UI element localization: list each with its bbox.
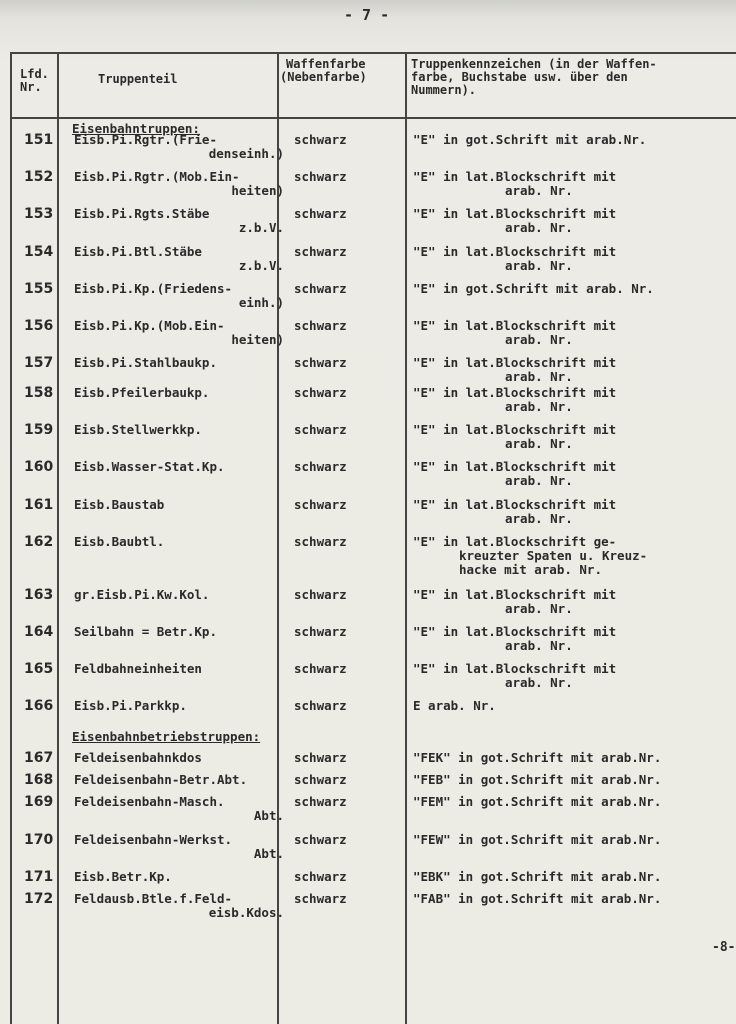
unit-name: Eisb.Pi.Kp.(Friedens- einh.) bbox=[74, 281, 284, 310]
unit-marking: "FEB" in got.Schrift mit arab.Nr. bbox=[413, 772, 662, 787]
row-number: 156 bbox=[24, 318, 54, 334]
branch-color: schwarz bbox=[294, 318, 347, 333]
branch-color: schwarz bbox=[294, 132, 347, 147]
row-number: 158 bbox=[24, 385, 54, 401]
branch-color: schwarz bbox=[294, 385, 347, 400]
row-number: 170 bbox=[24, 832, 54, 848]
row-number: 163 bbox=[24, 587, 54, 603]
unit-marking: "E" in got.Schrift mit arab. Nr. bbox=[413, 281, 654, 296]
row-number: 159 bbox=[24, 422, 54, 438]
row-number: 151 bbox=[24, 132, 54, 148]
header-truppenkennzeichen: Truppenkennzeichen (in der Waffen- farbe, Buchstabe usw. über den Nummern). bbox=[411, 57, 657, 97]
unit-marking: "E" in lat.Blockschrift mit arab. Nr. bbox=[413, 169, 617, 198]
unit-name: Eisb.Baustab bbox=[74, 497, 165, 512]
unit-name: gr.Eisb.Pi.Kw.Kol. bbox=[74, 587, 210, 602]
branch-color: schwarz bbox=[294, 281, 347, 296]
row-number: 154 bbox=[24, 244, 54, 260]
branch-color: schwarz bbox=[294, 750, 347, 765]
unit-marking: "FAB" in got.Schrift mit arab.Nr. bbox=[413, 891, 662, 906]
col-divider-4 bbox=[405, 52, 407, 1024]
unit-name: Eisb.Pi.Parkkp. bbox=[74, 698, 187, 713]
row-number: 153 bbox=[24, 206, 54, 222]
section-eisenbahnbetriebstruppen: Eisenbahnbetriebstruppen: bbox=[72, 729, 261, 744]
row-number: 162 bbox=[24, 534, 54, 550]
row-number: 166 bbox=[24, 698, 54, 714]
unit-name: Eisb.Pi.Rgtr.(Mob.Ein- heiten) bbox=[74, 169, 284, 198]
header-lfd-nr: Lfd. Nr. bbox=[20, 67, 49, 94]
branch-color: schwarz bbox=[294, 497, 347, 512]
branch-color: schwarz bbox=[294, 206, 347, 221]
row-number: 155 bbox=[24, 281, 54, 297]
unit-marking: "E" in lat.Blockschrift mit arab. Nr. bbox=[413, 497, 617, 526]
unit-marking: "EBK" in got.Schrift mit arab.Nr. bbox=[413, 869, 662, 884]
branch-color: schwarz bbox=[294, 422, 347, 437]
row-number: 171 bbox=[24, 869, 54, 885]
header-bottom-border bbox=[10, 117, 736, 119]
unit-marking: "E" in lat.Blockschrift mit arab. Nr. bbox=[413, 244, 617, 273]
unit-name: Feldbahneinheiten bbox=[74, 661, 202, 676]
unit-name: Seilbahn = Betr.Kp. bbox=[74, 624, 217, 639]
header-truppenteil: Truppenteil bbox=[98, 72, 178, 86]
branch-color: schwarz bbox=[294, 891, 347, 906]
branch-color: schwarz bbox=[294, 587, 347, 602]
page-number: - 7 - bbox=[344, 6, 390, 24]
branch-color: schwarz bbox=[294, 698, 347, 713]
unit-name: Eisb.Pi.Btl.Stäbe z.b.V. bbox=[74, 244, 284, 273]
row-number: 157 bbox=[24, 355, 54, 371]
unit-marking: "E" in lat.Blockschrift mit arab. Nr. bbox=[413, 459, 617, 488]
branch-color: schwarz bbox=[294, 772, 347, 787]
row-number: 161 bbox=[24, 497, 54, 513]
unit-name: Feldeisenbahn-Werkst. Abt. bbox=[74, 832, 284, 861]
branch-color: schwarz bbox=[294, 624, 347, 639]
unit-name: Feldeisenbahn-Masch. Abt. bbox=[74, 794, 284, 823]
unit-name: Eisb.Pfeilerbaukp. bbox=[74, 385, 210, 400]
row-number: 160 bbox=[24, 459, 54, 475]
unit-name: Feldeisenbahn-Betr.Abt. bbox=[74, 772, 248, 787]
row-number: 168 bbox=[24, 772, 54, 788]
unit-marking: "E" in lat.Blockschrift mit arab. Nr. bbox=[413, 587, 617, 616]
branch-color: schwarz bbox=[294, 661, 347, 676]
next-page-marker: -8- bbox=[712, 940, 736, 955]
unit-marking: "FEM" in got.Schrift mit arab.Nr. bbox=[413, 794, 662, 809]
branch-color: schwarz bbox=[294, 244, 347, 259]
branch-color: schwarz bbox=[294, 534, 347, 549]
unit-marking: "E" in got.Schrift mit arab.Nr. bbox=[413, 132, 647, 147]
unit-marking: "FEK" in got.Schrift mit arab.Nr. bbox=[413, 750, 662, 765]
branch-color: schwarz bbox=[294, 869, 347, 884]
row-number: 164 bbox=[24, 624, 54, 640]
unit-marking: "E" in lat.Blockschrift mit arab. Nr. bbox=[413, 422, 617, 451]
unit-name: Feldausb.Btle.f.Feld- eisb.Kdos. bbox=[74, 891, 284, 920]
row-number: 172 bbox=[24, 891, 54, 907]
unit-name: Eisb.Wasser-Stat.Kp. bbox=[74, 459, 225, 474]
unit-name: Eisb.Pi.Stahlbaukp. bbox=[74, 355, 217, 370]
unit-marking: "FEW" in got.Schrift mit arab.Nr. bbox=[413, 832, 662, 847]
unit-name: Eisb.Pi.Rgts.Stäbe z.b.V. bbox=[74, 206, 284, 235]
unit-marking: E arab. Nr. bbox=[413, 698, 496, 713]
header-waffenfarbe: Waffenfarbe (Nebenfarbe) bbox=[280, 57, 367, 84]
unit-marking: "E" in lat.Blockschrift mit arab. Nr. bbox=[413, 385, 617, 414]
unit-marking: "E" in lat.Blockschrift ge- kreuzter Spaten u. Kreuz- hacke mit arab. Nr. bbox=[413, 534, 648, 577]
unit-name: Eisb.Betr.Kp. bbox=[74, 869, 172, 884]
section-eisenbahntruppen: Eisenbahntruppen: bbox=[72, 121, 200, 136]
unit-marking: "E" in lat.Blockschrift mit arab. Nr. bbox=[413, 318, 617, 347]
unit-marking: "E" in lat.Blockschrift mit arab. Nr. bbox=[413, 206, 617, 235]
unit-marking: "E" in lat.Blockschrift mit arab. Nr. bbox=[413, 355, 617, 384]
branch-color: schwarz bbox=[294, 459, 347, 474]
unit-name: Eisb.Pi.Rgtr.(Frie- denseinh.) bbox=[74, 132, 284, 161]
unit-name: Eisb.Pi.Kp.(Mob.Ein- heiten) bbox=[74, 318, 284, 347]
unit-name: Eisb.Stellwerkkp. bbox=[74, 422, 202, 437]
unit-marking: "E" in lat.Blockschrift mit arab. Nr. bbox=[413, 661, 617, 690]
table-top-border bbox=[10, 52, 736, 54]
unit-name: Feldeisenbahnkdos bbox=[74, 750, 202, 765]
branch-color: schwarz bbox=[294, 794, 347, 809]
branch-color: schwarz bbox=[294, 832, 347, 847]
row-number: 152 bbox=[24, 169, 54, 185]
branch-color: schwarz bbox=[294, 169, 347, 184]
row-number: 165 bbox=[24, 661, 54, 677]
branch-color: schwarz bbox=[294, 355, 347, 370]
unit-marking: "E" in lat.Blockschrift mit arab. Nr. bbox=[413, 624, 617, 653]
unit-name: Eisb.Baubtl. bbox=[74, 534, 165, 549]
row-number: 167 bbox=[24, 750, 54, 766]
col-divider-1 bbox=[10, 52, 12, 1024]
row-number: 169 bbox=[24, 794, 54, 810]
